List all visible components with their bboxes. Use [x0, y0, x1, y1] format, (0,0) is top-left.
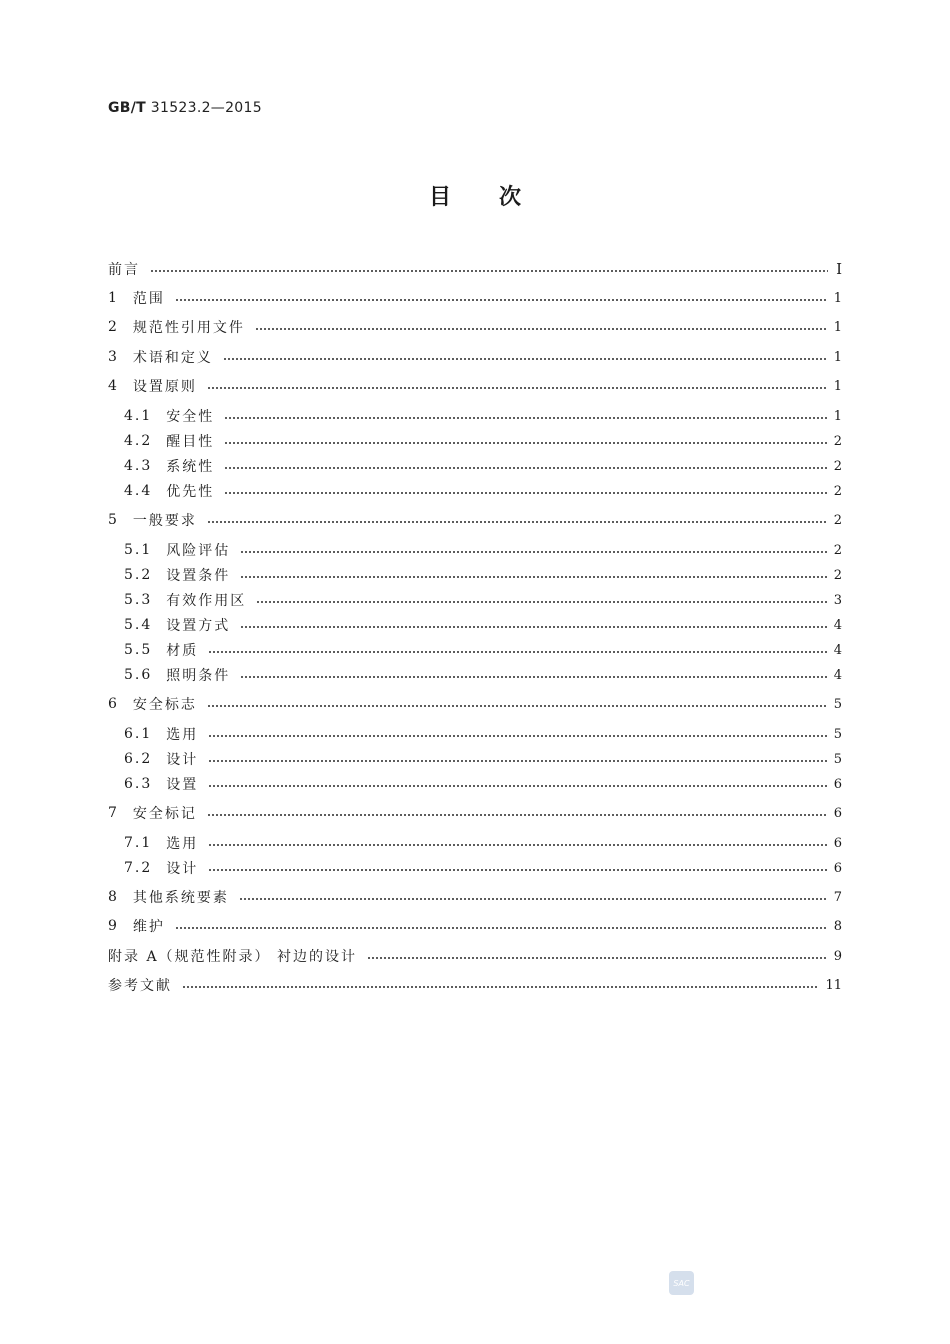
- toc-entry-label: 参考文献: [108, 978, 172, 994]
- toc-entry-page: 6: [833, 860, 842, 876]
- toc-entry[interactable]: [108, 885, 842, 909]
- toc-entry-label: 其他系统要素: [132, 890, 229, 906]
- toc-entry[interactable]: [108, 914, 842, 938]
- toc-leader-dots: [224, 467, 827, 469]
- toc-entry-page: 2: [833, 458, 842, 474]
- toc-entry-number: 4.4: [124, 483, 153, 499]
- toc-entry-label: 选用: [166, 727, 199, 743]
- toc-leader-dots: [207, 387, 828, 389]
- toc-entry-number: 7.2: [124, 860, 153, 876]
- toc-leader-dots: [240, 551, 827, 553]
- standard-code: [108, 100, 262, 116]
- toc-entry-label: 安全标志: [132, 697, 197, 713]
- standard-prefix: GB/T: [108, 100, 147, 116]
- toc-entry-number: 5.5: [124, 642, 153, 658]
- toc-entry-page: 11: [825, 977, 842, 993]
- toc-entry-label: 设置: [166, 777, 199, 793]
- toc-entry-label: 系统性: [166, 459, 215, 475]
- toc-entry-label: 设置方式: [166, 618, 231, 634]
- toc-entry[interactable]: [108, 973, 842, 997]
- toc-leader-dots: [175, 927, 828, 929]
- toc-leader-dots: [208, 844, 827, 846]
- toc-entry-label: 选用: [166, 836, 199, 852]
- toc-entry-page: 2: [833, 542, 842, 558]
- toc-entry-number: 9: [108, 918, 119, 934]
- toc-entry-page: 2: [833, 433, 842, 449]
- toc-entry-number: 5.2: [124, 567, 153, 583]
- toc-entry-number: 5.3: [124, 592, 153, 608]
- toc-entry-label: 范围: [132, 291, 165, 307]
- toc-entry-label: 设计: [166, 861, 199, 877]
- page-title: 目次: [428, 185, 569, 210]
- toc-entry-page: 2: [833, 483, 842, 499]
- toc-leader-dots: [208, 785, 827, 787]
- toc-entry[interactable]: [124, 831, 842, 855]
- toc-entry-number: 4: [108, 378, 119, 394]
- toc-entry-number: 6: [108, 696, 119, 712]
- toc-entry-page: 9: [833, 948, 842, 964]
- toc-entry[interactable]: [124, 563, 842, 587]
- toc-entry-number: 1: [108, 290, 119, 306]
- toc-entry-page: 7: [833, 889, 842, 905]
- toc-entry-label: 优先性: [166, 484, 215, 500]
- toc-entry-page: 8: [833, 918, 842, 934]
- toc-leader-dots: [240, 676, 827, 678]
- standard-number: 31523.2—2015: [150, 100, 262, 116]
- toc-entry-number: 5.4: [124, 617, 153, 633]
- toc-entry-label: 照明条件: [166, 668, 231, 684]
- toc-entry[interactable]: [124, 638, 842, 662]
- toc-entry-number: 4.1: [124, 408, 153, 424]
- toc-entry[interactable]: [108, 286, 842, 310]
- toc-leader-dots: [256, 601, 827, 603]
- toc-entry-label: 设置原则: [132, 379, 197, 395]
- toc-leader-dots: [208, 760, 827, 762]
- toc-entry-label: 醒目性: [166, 434, 215, 450]
- toc-entry-label: 有效作用区: [166, 593, 247, 609]
- toc-entry[interactable]: [108, 257, 842, 281]
- toc-entry-page: 1: [833, 349, 842, 365]
- toc-entry-label: 材质: [166, 643, 199, 659]
- toc-entry-label: 附录 A（规范性附录） 衬边的设计: [108, 949, 358, 965]
- toc-entry-page: 6: [833, 835, 842, 851]
- toc-entry[interactable]: [108, 345, 842, 369]
- toc-entry-label: 一般要求: [132, 513, 197, 529]
- toc-entry-page: 6: [833, 805, 842, 821]
- toc-leader-dots: [208, 651, 827, 653]
- toc-entry[interactable]: [124, 722, 842, 746]
- toc-entry-page: 2: [833, 512, 842, 528]
- toc-entry[interactable]: [108, 944, 842, 968]
- toc-entry-number: 7: [108, 805, 119, 821]
- toc-entry-page: 4: [833, 642, 842, 658]
- toc-entry-label: 维护: [132, 919, 165, 935]
- toc-leader-dots: [182, 986, 819, 988]
- toc-entry-page: 4: [833, 667, 842, 683]
- toc-leader-dots: [207, 521, 828, 523]
- toc-entry-label: 前言: [108, 262, 140, 278]
- toc-leader-dots: [240, 626, 827, 628]
- toc-entry-label: 术语和定义: [132, 350, 213, 366]
- toc-entry[interactable]: [108, 315, 842, 339]
- toc-entry-page: Ⅰ: [836, 260, 842, 278]
- toc-entry[interactable]: [124, 613, 842, 637]
- toc-entry-label: 安全标记: [132, 806, 197, 822]
- toc-entry-page: 6: [833, 776, 842, 792]
- toc-entry-page: 1: [833, 408, 842, 424]
- toc-entry-number: 3: [108, 349, 119, 365]
- toc-entry[interactable]: [124, 479, 842, 503]
- sac-watermark-icon: [668, 1270, 695, 1296]
- toc-entry-number: 8: [108, 889, 119, 905]
- toc-leader-dots: [224, 492, 827, 494]
- toc-entry[interactable]: [108, 374, 842, 398]
- toc-entry-number: 7.1: [124, 835, 153, 851]
- toc-leader-dots: [223, 358, 828, 360]
- toc-entry-number: 2: [108, 319, 119, 335]
- toc-entry-number: 5.6: [124, 667, 153, 683]
- watermark-text: SAC: [673, 1279, 690, 1288]
- toc-entry-number: 6.3: [124, 776, 153, 792]
- toc-leader-dots: [240, 576, 827, 578]
- toc-entry[interactable]: [124, 663, 842, 687]
- toc-leader-dots: [175, 299, 828, 301]
- toc-entry[interactable]: [108, 508, 842, 532]
- toc-entry[interactable]: [124, 772, 842, 796]
- toc-entry-label: 风险评估: [166, 543, 231, 559]
- toc-entry-page: 5: [833, 751, 842, 767]
- toc-entry-page: 3: [833, 592, 842, 608]
- toc-entry[interactable]: [124, 747, 842, 771]
- toc-leader-dots: [207, 705, 828, 707]
- toc-entry-number: 5: [108, 512, 119, 528]
- toc-leader-dots: [150, 270, 828, 272]
- toc-entry-page: 1: [833, 290, 842, 306]
- toc-entry-number: 6.1: [124, 726, 153, 742]
- toc-leader-dots: [367, 957, 828, 959]
- toc-entry-label: 设计: [166, 752, 199, 768]
- toc-leader-dots: [224, 442, 827, 444]
- toc-entry-number: 4.2: [124, 433, 153, 449]
- toc-entry-page: 5: [833, 696, 842, 712]
- toc-entry[interactable]: [108, 801, 842, 825]
- toc-entry-number: 6.2: [124, 751, 153, 767]
- toc-leader-dots: [207, 814, 828, 816]
- toc-entry[interactable]: [124, 454, 842, 478]
- toc-leader-dots: [239, 898, 828, 900]
- toc-entry-label: 安全性: [166, 409, 215, 425]
- toc-entry[interactable]: [124, 429, 842, 453]
- toc-leader-dots: [255, 328, 828, 330]
- toc-entry-label: 规范性引用文件: [132, 320, 245, 336]
- toc-leader-dots: [208, 869, 827, 871]
- toc-entry-page: 1: [833, 319, 842, 335]
- toc-leader-dots: [208, 735, 827, 737]
- toc-entry-page: 5: [833, 726, 842, 742]
- toc-entry-number: 5.1: [124, 542, 153, 558]
- toc-entry-page: 4: [833, 617, 842, 633]
- toc-entry-number: 4.3: [124, 458, 153, 474]
- toc-entry[interactable]: [124, 588, 842, 612]
- toc-entry[interactable]: [108, 692, 842, 716]
- toc-entry[interactable]: [124, 538, 842, 562]
- toc-entry-label: 设置条件: [166, 568, 231, 584]
- toc-entry-page: 1: [833, 378, 842, 394]
- toc-entry-page: 2: [833, 567, 842, 583]
- toc-entry[interactable]: [124, 856, 842, 880]
- toc-leader-dots: [224, 417, 827, 419]
- toc-entry[interactable]: [124, 404, 842, 428]
